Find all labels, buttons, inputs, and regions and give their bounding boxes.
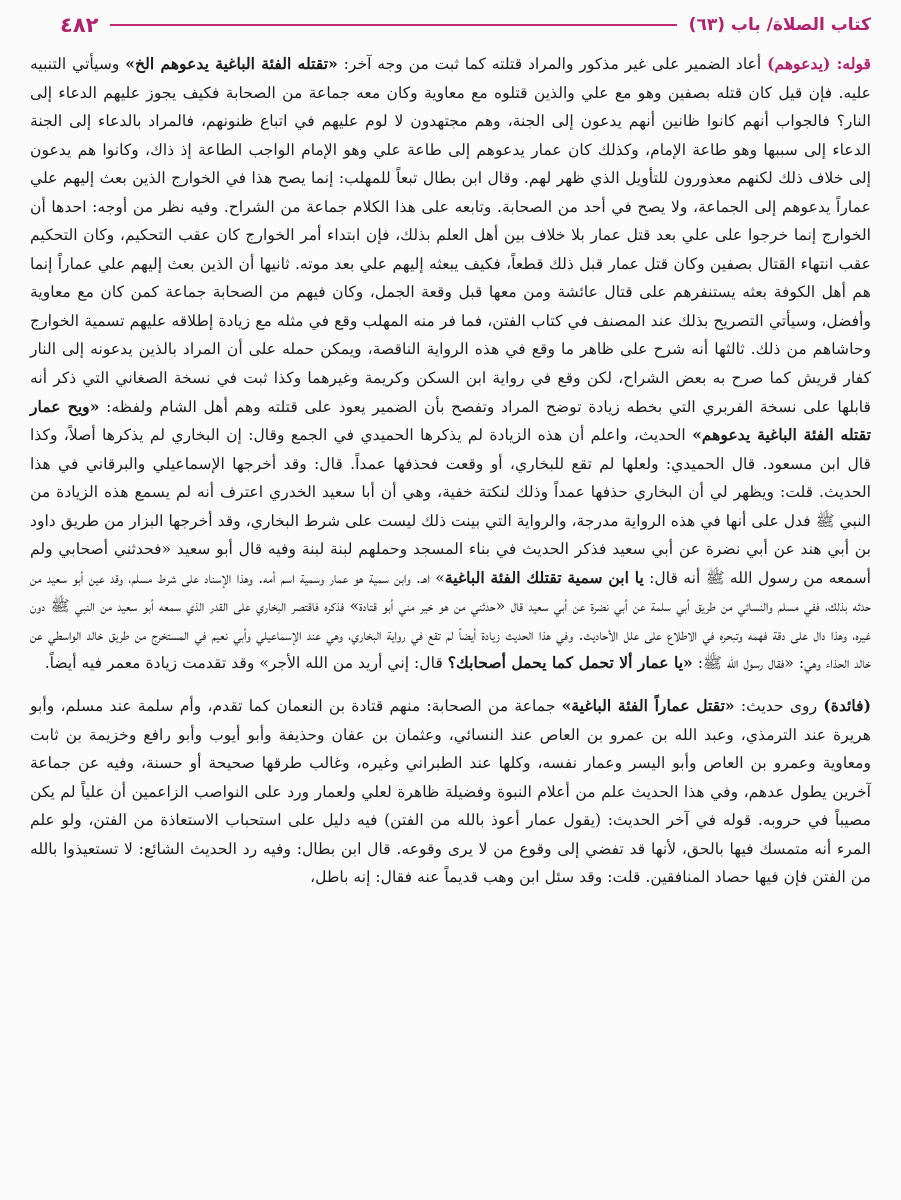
page-number: ٤٨٢	[60, 13, 99, 37]
bold-quote: «تقتل عماراً الفئة الباغية»	[561, 696, 735, 716]
text-span: أعاد الضمير على غير مذكور والمراد قتلته كما ثبت من وجه آخر:	[337, 55, 768, 73]
text-span: روى حديث:	[734, 697, 824, 716]
text-span: قال: إني أريد من الله الأجر» وقد تقدمت زيادة معمر فيه أيضاً.	[44, 654, 448, 673]
lead-label: قوله: (يدعوهم)	[767, 54, 871, 73]
lead-label: (فائدة)	[823, 696, 871, 716]
running-title: كتاب الصلاة/ باب (٦٣)	[688, 15, 871, 35]
header-rule	[110, 24, 676, 26]
text-span: » اهـ. وابن سمية هو عمار وسمية اسم أمه. وهذا الإسناد على شرط مسلم، وقد عين أبو سعيد من حدثه بذلك، ففي مسلم والنسائي من طريق أبي سلمة عن أبي نضرة عن أبي سعيد قال «حدثني من هو خير مني أبو قتادة» فذكره فاقتصر البخاري على القدر الذي سمعه أبو سعيد من النبي ﷺ دون غيره، وهذا دال على دقة فهمه وتبحره في الاطلاع على علل الأحاديث. وفي هذا الحديث زيادة أيضاً لم تقع في رواية البخاري، وهي عند الإسماعيلي وأبي نعيم في المستخرج من طريق خالد الواسطي عن خالد الحذاء وهي: «فقال رسول الله ﷺ:	[30, 568, 871, 673]
text-span: وسيأتي التنبيه عليه. فإن قيل كان قتله بصفين وهو مع علي والذين قتلوه مع معاوية وكان معه جماعة من الصحابة فكيف يجوز عليهم الدعاء إلى النار؟ فالجواب أنهم كانوا ظانين أنهم يدعون إلى الجنة، وهم مجتهدون لا لوم عليهم في اتباع ظنونهم، فالمراد بالدعاء إلى الجنة الدعاء إلى سببها وهو طاعة الإمام، وكذلك كان عمار يدعوهم إلى طاعة علي وهو الإمام الواجب الطاعة إذ ذاك، وكانوا هم يدعون إلى خلاف ذلك لكنهم معذورون للتأويل الذي ظهر لهم. وقال ابن بطال تبعاً للمهلب: إنما يصح هذا في الخوارج الذين بعث إليهم علي عماراً يدعوهم إلى الجماعة، ولا يصح في أحد من الصحابة. وتابعه على هذا الكلام جماعة من الشراح. وفيه نظر من أوجه: احدها أن الخوارج إنما خرجوا على علي بعد قتل عمار بلا خلاف بين أهل العلم بذلك، فإن ابتداء أمر الخوارج كان عقب التحكيم، وكان التحكيم عقب انتهاء القتال بصفين وكان قتل عمار قبل ذلك قطعاً، فكيف يبعثه إليهم علي بعد موته. ثانيها أن الذين بعث إليهم علي عماراً إنما هم أهل الكوفة بعثه يستنفرهم على قتال عائشة ومن معها قبل وقعة الجمل، وكان فيهم من الصحابة جماعة كمن كان مع معاوية وأفضل، وسيأتي التصريح بذلك عند المصنف في كتاب الفتن، فما فر منه المهلب وقع في مثله مع زيادة إطلاقه عليهم تسمية الخوارج وحاشاهم من ذلك. ثالثها أنه شرح على ظاهر ما وقع في هذه الرواية الناقصة، ويمكن حمله على أن المراد بالذين يدعونه إلى النار كفار قريش كما صرح به بعض الشراح، لكن وقع في رواية ابن السكن وكريمة وغيرهما وكذا ثبت في نسخة الصغاني التي ذكر أنه قابلها على نسخة الفربري التي بخطه زيادة توضح المراد وتفصح بأن الضمير يعود على قتلته وهم أهل الشام ولفظه:	[30, 55, 872, 416]
text-span: جماعة من الصحابة: منهم قتادة بن النعمان كما تقدم، وأم سلمة عند مسلم، وأبو هريرة عند الترمذي، وعبد الله بن عمرو بن العاص عند النسائي، وعثمان بن عفان وحذيفة وأبو أيوب وأبو رافع وخزيمة بن ثابت ومعاوية وعمرو بن العاص وأبو اليسر وعمار نفسه، وكلها عند الطبراني وغيره، وغالب طرقها صحيحة أو حسنة، وفيه عن جماعة آخرين يطول عدهم، وفي هذا الحديث علم من أعلام النبوة وفضيلة ظاهرة لعلي ولعمار ورد على النواصب الزاعمين أن علياً لم يكن مصيباً في حروبه. قوله في آخر الحديث: (يقول عمار أعوذ بالله من الفتن) فيه دليل على استحباب الاستعاذة من الفتن، ولو علم المرء أنه متمسك فيها بالحق، لأنها قد تفضي إلى وقوع من لا يرى وقوعه. قال ابن بطال: وفيه رد الحديث الشائع: لا تستعيذوا بالله من الفتن فإن فيها حصاد المنافقين. قلت: وقد سئل ابن وهب قديماً عنه فقال: إنه باطل،	[30, 697, 871, 887]
page-body	[30, 50, 871, 892]
bold-quote: «يا عمار ألا تحمل كما يحمل أصحابك؟	[447, 653, 693, 673]
bold-quote: «ويح عمار تقتله الفئة الباغية يدعوهم»	[30, 396, 871, 445]
text-span: الحديث، واعلم أن هذه الزيادة لم يذكرها الحميدي في الجمع وقال: إن البخاري لم يذكرها أصلاً، وكذا قال ابن مسعود. قال الحميدي: ولعلها لم تقع للبخاري، أو وقعت فحذفها عمداً. قال: وقد أخرجها الإسماعيلي والبرقاني في هذا الحديث. قلت: ويظهر لي أن البخاري حذفها عمداً وذلك لنكتة خفية، وهي أن أبا سعيد الخدري اعترف أنه لم يسمع هذه الزيادة من النبي ﷺ فدل على أنها في هذه الرواية مدرجة، والرواية التي بينت ذلك ليست على شرط البخاري، وقد أخرجها البزار من طريق داود بن أبي هند عن أبي نضرة عن أبي سعيد فذكر الحديث في بناء المسجد وحملهم لبنة لبنة وفيه قال أبو سعيد «فحدثني أصحابي ولم أسمعه من رسول الله ﷺ أنه قال:	[30, 426, 872, 587]
paragraph-faida	[30, 692, 871, 892]
page-header	[60, 10, 871, 40]
bold-quote: يا ابن سمية تقتلك الفئة الباغية	[444, 567, 644, 587]
paragraph-commentary	[30, 50, 871, 678]
bold-quote: «تقتله الفئة الباغية يدعوهم الخ»	[125, 54, 338, 73]
